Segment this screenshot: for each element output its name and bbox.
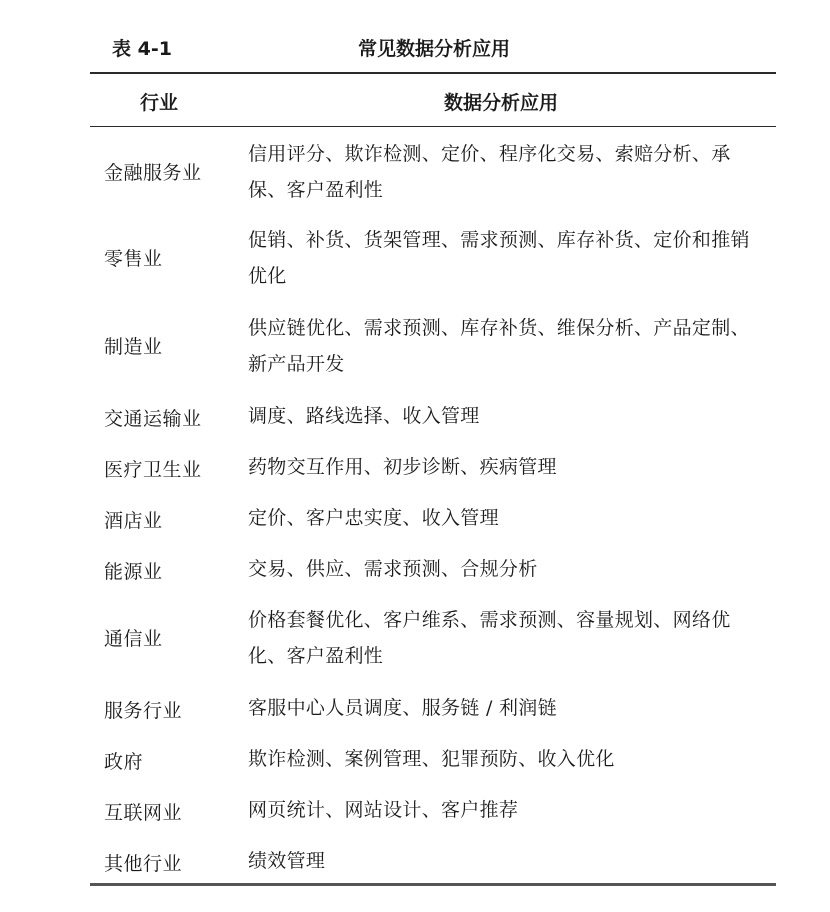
row-industry: 制造业 [104,336,163,358]
row-applications: 调度、路线选择、收入管理 [248,405,480,427]
table-row [90,741,776,777]
row-applications: 绩效管理 [248,850,326,872]
row-applications: 交易、供应、需求预测、合规分析 [248,558,538,580]
row-industry: 交通运输业 [104,408,202,430]
header-rule [90,126,776,127]
row-industry: 酒店业 [104,510,163,532]
row-applications: 网页统计、网站设计、客户推荐 [248,799,519,821]
row-industry: 其他行业 [104,853,183,875]
row-industry: 金融服务业 [104,162,202,184]
table-row [90,551,776,587]
table-row [90,500,776,536]
row-industry: 互联网业 [104,802,183,824]
row-applications: 信用评分、欺诈检测、定价、程序化交易、索赔分析、承保、客户盈利性 [248,143,731,201]
table-row [90,136,776,208]
row-applications: 药物交互作用、初步诊断、疾病管理 [248,456,557,478]
header-applications: 数据分析应用 [444,92,559,114]
row-applications: 客服中心人员调度、服务链 / 利润链 [248,697,557,719]
table-row [90,792,776,828]
table-caption [90,28,776,64]
table-number: 表 4-1 [112,38,172,60]
row-industry: 政府 [104,751,144,773]
table-row [90,690,776,726]
table-title: 常见数据分析应用 [358,38,511,60]
row-applications: 供应链优化、需求预测、库存补货、维保分析、产品定制、新产品开发 [248,317,750,375]
row-industry: 能源业 [104,561,163,583]
row-applications: 定价、客户忠实度、收入管理 [248,507,499,529]
row-industry: 服务行业 [104,700,183,722]
row-applications: 欺诈检测、案例管理、犯罪预防、收入优化 [248,748,615,770]
table-row [90,843,776,879]
table-header [90,74,776,126]
row-industry: 医疗卫生业 [104,459,202,481]
header-industry: 行业 [140,92,179,114]
row-industry: 通信业 [104,628,163,650]
bottom-rule [90,883,776,886]
table-row [90,398,776,434]
row-industry: 零售业 [104,248,163,270]
table-row [90,449,776,485]
row-applications: 促销、补货、货架管理、需求预测、库存补货、定价和推销优化 [248,229,750,287]
row-applications: 价格套餐优化、客户维系、需求预测、容量规划、网络优化、客户盈利性 [248,609,731,667]
table-row [90,602,776,674]
table-row [90,310,776,382]
table-row [90,222,776,294]
